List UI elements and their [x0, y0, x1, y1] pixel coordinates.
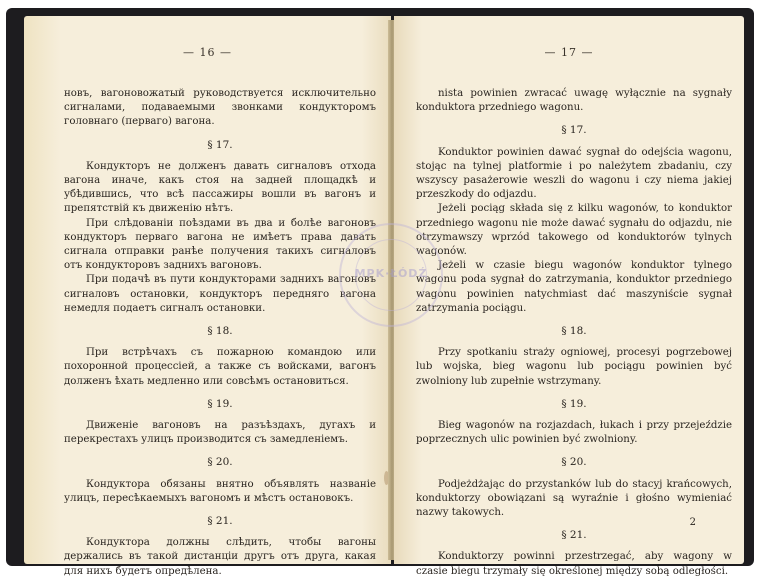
- right-page: [394, 16, 744, 577]
- section-heading: § 19.: [207, 397, 233, 410]
- section-heading: § 17.: [207, 138, 233, 151]
- section-heading: § 19.: [561, 397, 587, 410]
- paragraph: Движеніе вагоновъ на разъѣздахъ, дугахъ и перекрестахъ улицъ производится съ замедленіемъ.: [64, 420, 376, 446]
- left-page: [24, 16, 391, 577]
- page-number-right: — 17 —: [544, 46, 594, 59]
- paragraph: nista powinien zwracać uwagę wyłącznie na sygnały konduktora przedniego wagonu.: [416, 88, 732, 114]
- section-heading: § 18.: [561, 325, 587, 338]
- paragraph: Konduktor powinien dawać sygnał do odejścia wagonu, stojąc na tylnej platformie i po należytem zbadaniu, czy wszyscy pasażerowie weszli do wagonu i czy niema jakiej przeszkody do odjazdu.: [416, 146, 732, 201]
- stamp-label: MPK·ŁÓDŹ: [354, 267, 428, 280]
- section-heading: § 20.: [207, 456, 233, 469]
- paragraph: Jeżeli w czasie biegu wagonów konduktor tylnego wagonu poda sygnał do zatrzymania, konduktor przedniego wagonu powinien natychmiast dać maszyniście sygnał zatrzymania pociągu.: [416, 260, 732, 314]
- paragraph: Konduktorzy powinni przestrzegać, aby wagony w czasie biegu trzymały się określonej między sobą odległości.: [416, 551, 732, 577]
- section-heading: § 21.: [561, 529, 587, 542]
- paragraph: новъ, вагоновожатый руководствуется исключительно сигналами, подаваемыми звонками кондукторомъ головнаго (перваго) вагона.: [64, 88, 376, 128]
- paragraph: Кондуктора должны слѣдить, чтобы вагоны держались въ такой дистанціи другъ отъ друга, какая для нихъ будетъ опредѣлена.: [64, 537, 376, 577]
- right-page-text: [416, 87, 732, 579]
- signature-number: 2: [689, 517, 696, 528]
- section-heading: § 20.: [561, 456, 587, 469]
- paragraph: Кондуктора обязаны внятно объявлять названіе улицъ, пересѣкаемыхъ вагономъ и мѣстъ остановокъ.: [64, 478, 376, 504]
- section-heading: § 18.: [207, 325, 233, 338]
- left-page-text: [64, 87, 376, 579]
- paragraph: Podjeżdżając do przystanków lub do stacyj krańcowych, konduktorzy obowiązani są wyraźnie i głośno wymieniać nazwy takowych.: [416, 478, 732, 519]
- paragraph: При подачѣ въ пути кондукторами заднихъ вагоновъ сигналовъ остановки, кондукторъ передняго вагона немедля подаетъ сигналъ остановки.: [64, 274, 376, 314]
- section-heading: § 17.: [561, 124, 587, 137]
- paragraph: Przy spotkaniu straży ogniowej, procesyi pogrzebowej lub wojska, bieg wagonu lub pociągu powinien być zwolniony lub zupełnie wstrzymany.: [416, 347, 732, 387]
- section-heading: § 21.: [207, 515, 233, 528]
- paragraph: Bieg wagonów na rozjazdach, łukach i przy przejeździe poprzecznych ulic powinien być zwolniony.: [416, 420, 732, 446]
- paragraph: При слѣдованіи поѣздами въ два и болѣе вагоновъ кондукторъ перваго вагона не имѣетъ права давать сигнала отправки ранѣе получения такихъ сигналовъ отъ кондукторовъ заднихъ вагоновъ.: [64, 217, 376, 272]
- paragraph: Jeżeli pociąg składa się z kilku wagonów, to konduktor przedniego wagonu nie może dawać sygnału do odjazdu, nie otrzymawszy wprzód takowego od konduktorów tylnych wagonów.: [416, 203, 732, 258]
- paragraph: Кондукторъ не долженъ давать сигналовъ отхода вагона иначе, какъ стоя на задней площадкѣ и убѣдившись, что всѣ пассажиры вошли въ вагонъ и препятствій къ движенію нѣтъ.: [64, 160, 376, 215]
- book-spread: [6, 8, 754, 577]
- library-stamp: [339, 223, 443, 327]
- page-number-left: — 16 —: [183, 46, 232, 59]
- paragraph: При встрѣчахъ съ пожарною командою или похоронной процессіей, а также съ войсками, вагонъ долженъ ѣхать медленно или совсѣмъ остановиться.: [64, 347, 376, 387]
